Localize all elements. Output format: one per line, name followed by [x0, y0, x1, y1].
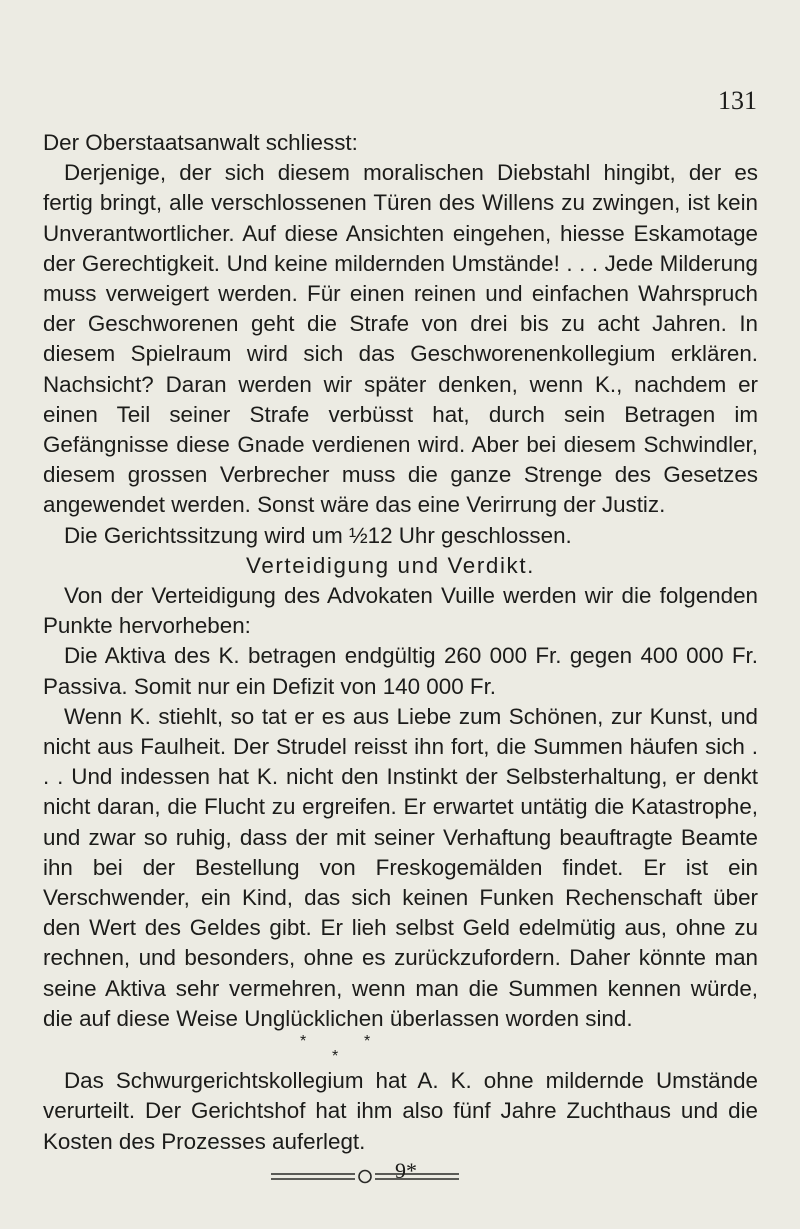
paragraph-prosecutor-speech: Derjenige, der sich diesem moralischen Diebstahl hingibt, der es fertig bringt, alle verschlossenen Türen des Willens zu zwingen, ist kein Unverantwortlicher. Auf diese Ansichten eingehen, hiesse Eskamotage der Gerechtigkeit. Und keine mildernden Umstände! . . . Jede Milderung muss verweigert werden. Für einen reinen und einfachen Wahrspruch der Geschworenen geht die Strafe von drei bis zu acht Jahren. In diesem Spielraum wird sich das Geschworenenkollegium erklären. Nachsicht? Daran werden wir später denken, wenn K., nachdem er einen Teil seiner Strafe verbüsst hat, durch sein Betragen im Gefängnisse diese Gnade verdienen wird. Aber bei diesem Schwindler, diesem grossen Verbrecher muss die ganze Strenge des Gesetzes angewendet werden. Sonst wäre das eine Verirrung der Justiz.: [43, 160, 758, 518]
paragraph-intro: Der Oberstaatsanwalt schliesst:: [43, 130, 358, 155]
paragraph-verdict: Das Schwurgerichtskollegium hat A. K. ohne mildernde Umstände verurteilt. Der Gerichtshof hat ihm also fünf Jahre Zuchthaus und die Kosten des Prozesses auferlegt.: [43, 1068, 758, 1154]
paragraph-defense-intro: Von der Verteidigung des Advokaten Vuille werden wir die folgenden Punkte hervorheben:: [43, 583, 758, 639]
divider-star: *: [300, 1033, 307, 1051]
page-body: [43, 128, 758, 1193]
paragraph-session-closed: Die Gerichtssitzung wird um ½12 Uhr geschlossen.: [64, 522, 572, 548]
section-divider-stars: [43, 1034, 758, 1066]
page-number: 131: [718, 86, 757, 115]
paragraph-defense-argument: Wenn K. stiehlt, so tat er es aus Liebe zum Schönen, zur Kunst, und nicht aus Faulheit. Der Strudel reisst ihn fort, die Summen häufen sich . . . Und indessen hat K. nicht den Instinkt der Selbsterhaltung, er denkt nicht daran, die Flucht zu ergreifen. Er erwartet untätig die Katastrophe, und zwar so ruhig, dass der mit seiner Verhaftung beauftragte Beamte ihn bei der Bestellung von Freskogemälden findet. Er ist ein Verschwender, ein Kind, das sich keinen Funken Rechenschaft über den Wert des Geldes gibt. Er lieh selbst Geld edelmütig aus, ohne zu rechnen, und besonders, ohne es zurückzufordern. Daher könnte man seine Aktiva sehr vermehren, wenn man die Summen kennen würde, die auf diese Weise Unglücklichen überlassen worden sind.: [43, 703, 758, 1031]
signature-mark: 9*: [395, 1158, 417, 1183]
divider-star: *: [364, 1033, 371, 1051]
rule-ornament-icon: [271, 1167, 461, 1187]
section-heading: Verteidigung und Verdikt.: [246, 552, 535, 578]
paragraph-assets: Die Aktiva des K. betragen endgültig 260 000 Fr. gegen 400 000 Fr. Passiva. Somit nur ein Defizit von 140 000 Fr.: [43, 643, 758, 699]
divider-star: *: [332, 1048, 339, 1066]
book-page: [43, 0, 763, 1229]
